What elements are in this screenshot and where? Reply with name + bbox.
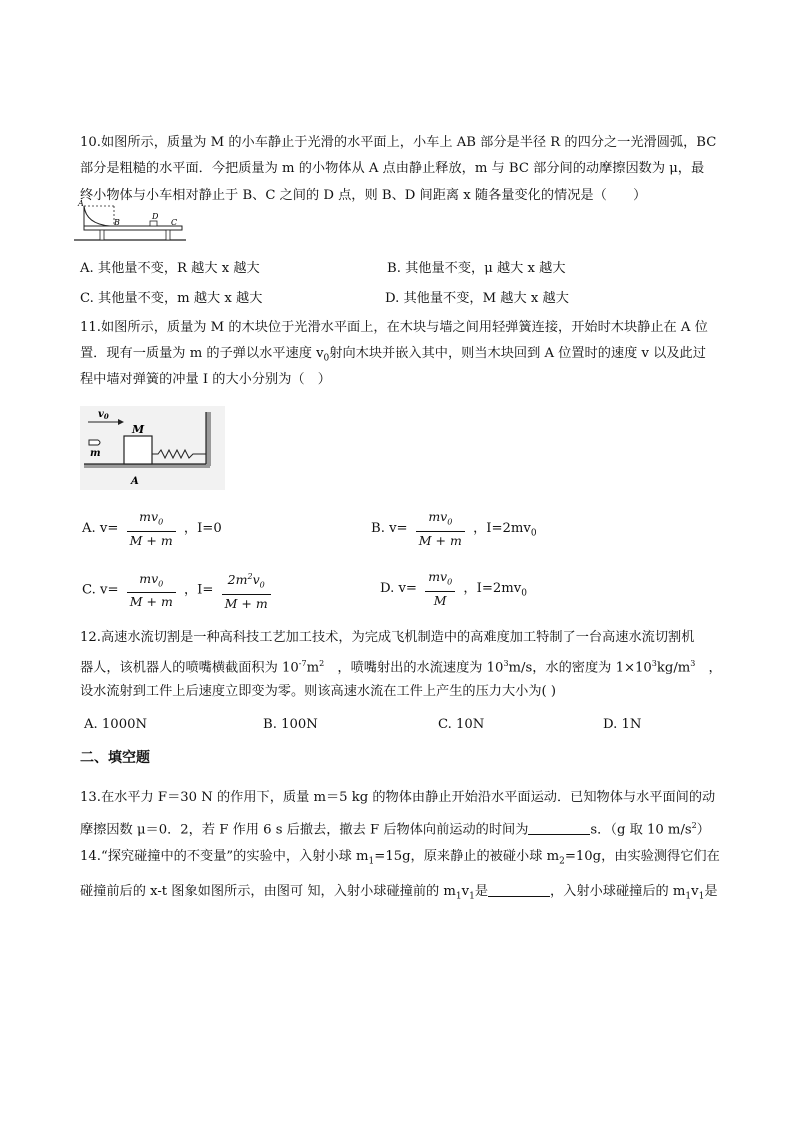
q12-option-a[interactable]: A. 1000N [84, 717, 148, 732]
q11-label-M: M [132, 423, 145, 436]
q13-line1: 13.在水平力 F＝30 N 的作用下，质量 m＝5 kg 的物体由静止开始沿水平面运动．已知物体与水平面间的动 [80, 790, 716, 805]
q10-label-b: B [114, 218, 120, 227]
q14-line1: 14.“探究碰撞中的不变量”的实验中，入射小球 $m_1=15g$，原来静止的被碰小球 $m_2=10g$，由实验测得它们在 [80, 849, 720, 867]
q10-label-c: C [171, 218, 178, 227]
q11-option-d[interactable]: D. v= $\frac{mv_0}{M}$ ，$I=2mv_0$ [380, 569, 527, 608]
q10-line2: 部分是粗糙的水平面．今把质量为 m 的小物体从 A 点由静止释放，m 与 BC 部分间的动摩擦因数为 μ，最 [80, 161, 705, 176]
q10-option-b[interactable]: B. 其他量不变，μ 越大 x 越大 [387, 261, 566, 276]
q12-line2: 器人，该机器人的喷嘴横截面积为 $10^{-7}m^2$ ，喷嘴射出的水流速度为 $10^3m/s$，水的密度为 $1\times 10^3kg/m^3$ ， [80, 659, 722, 676]
q10-label-d: D [152, 212, 159, 221]
q11-label-v0: $v_0$ [98, 409, 109, 421]
q10-label-a: A [78, 199, 84, 208]
q14-line2: 碰撞前后的 x-t 图象如图所示，由图可 知，入射小球碰撞前的 $m_1v_1$是 ，入射小球碰撞后的 $m_1v_1$是 [80, 884, 718, 902]
q10-line1: 10.如图所示，质量为 M 的小车静止于光滑的水平面上，小车上 AB 部分是半径 R 的四分之一光滑圆弧，BC [80, 135, 717, 150]
q10-option-a[interactable]: A. 其他量不变，R 越大 x 越大 [80, 261, 260, 276]
q12-line3: 设水流射到工件上后速度立即变为零。则该高速水流在工件上产生的压力大小为( ) [80, 684, 557, 699]
q11-line2: 置．现有一质量为 m 的子弹以水平速度 $v_0$射向木块并嵌入其中，则当木块回到 A 位置时的速度 v 以及此过 [80, 346, 706, 364]
q11-option-c[interactable]: C. v= $\frac{mv_0}{M + m}$ ，I= $\frac{2m^2v_0}{M + m}$ [82, 569, 275, 611]
q10-line3: 终小物体与小车相对静止于 B、C 之间的 D 点，则 B、D 间距离 x 随各量变化的情况是（ ） [80, 188, 647, 203]
q12-line1: 12.高速水流切割是一种高科技工艺加工技术，为完成飞机制造中的高难度加工特制了一台高速水流切割机 [80, 630, 695, 645]
q11-option-b[interactable]: B. v= $\frac{mv_0}{M + m}$ ，$I=2mv_0$ [371, 509, 537, 548]
q13-line2: 摩擦因数 μ＝0．2，若 F 作用 6 s 后撤去，撤去 F 后物体向前运动的时间为 s．（g 取 10 $m/s^2$） [80, 821, 710, 838]
q10-option-d[interactable]: D. 其他量不变，M 越大 x 越大 [385, 291, 569, 306]
section-title-fill-in: 二、填空题 [80, 750, 150, 766]
q12-option-c[interactable]: C. 10N [438, 717, 485, 732]
q12-option-b[interactable]: B. 100N [263, 717, 318, 732]
q12-option-d[interactable]: D. 1N [603, 717, 642, 732]
q11-block-spring-figure [80, 406, 225, 490]
q10-cart-figure [70, 196, 190, 244]
q13-answer-blank[interactable] [528, 822, 590, 835]
q11-option-a[interactable]: A. v= $\frac{mv_0}{M + m}$ ，I=0 [82, 509, 222, 548]
q10-option-c[interactable]: C. 其他量不变，m 越大 x 越大 [80, 291, 263, 306]
q11-label-m: m [90, 448, 101, 459]
q11-label-A: A [131, 476, 139, 487]
q14-answer-blank-1[interactable] [488, 884, 550, 897]
q11-line3: 程中墙对弹簧的冲量 I 的大小分别为（ ） [80, 372, 331, 387]
q11-line1: 11.如图所示，质量为 M 的木块位于光滑水平面上，在木块与墙之间用轻弹簧连接，开始时木块静止在 A 位 [80, 320, 708, 335]
